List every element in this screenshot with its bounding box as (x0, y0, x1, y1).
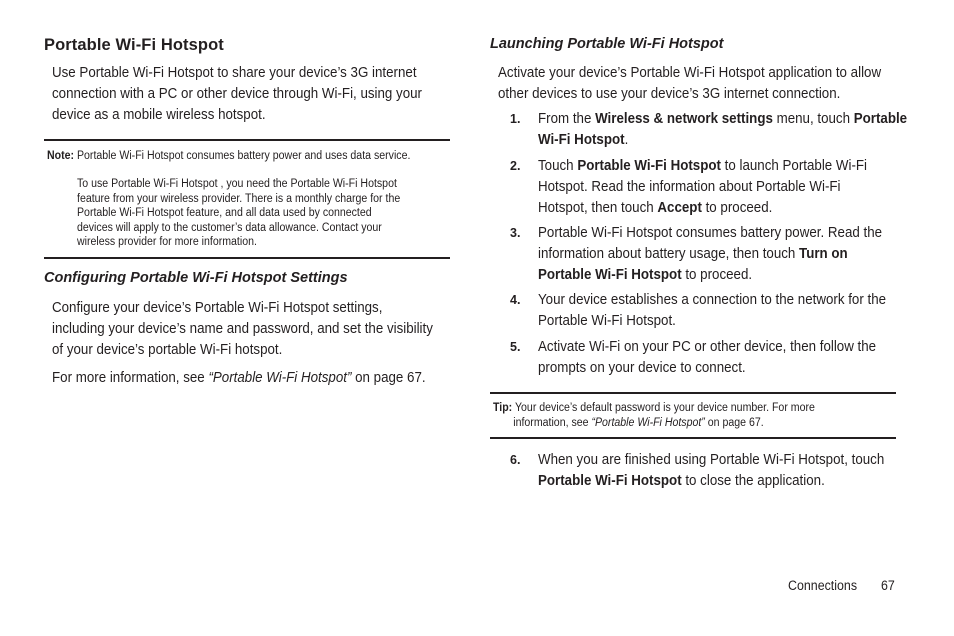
cross-reference-link[interactable]: “Portable Wi-Fi Hotspot” (591, 416, 705, 429)
divider (490, 437, 896, 439)
more-info: For more information, see “Portable Wi-Fi Hotspot” on page 67. (52, 370, 426, 386)
step-number: 3. (510, 226, 521, 240)
step-number: 4. (510, 293, 521, 307)
step-text: When you are finished using Portable Wi-Fi Hotspot, touch Portable Wi-Fi Hotspot to close the application. (538, 452, 885, 489)
step-text: Your device establishes a connection to the network for the Portable Wi-Fi Hotspot. (538, 292, 887, 329)
divider (44, 257, 450, 259)
note-label: Note: (47, 150, 75, 162)
step-number: 2. (510, 159, 521, 173)
step-text: Touch Portable Wi-Fi Hotspot to launch Portable Wi-Fi Hotspot. Read the information about Portable Wi-Fi Hotspot, then touch Accept to proceed. (538, 158, 868, 216)
intro-paragraph: Use Portable Wi-Fi Hotspot to share your device’s 3G internet connection with a PC or other device through Wi-Fi, using your device as a mobile wireless hotspot. (52, 65, 422, 123)
step-text: Portable Wi-Fi Hotspot consumes battery power. Read the information about battery usage, then touch Turn on Portable Wi-Fi Hotspot to proceed. (538, 225, 883, 283)
step-number: 1. (510, 112, 521, 126)
step-text: From the Wireless & network settings menu, touch Portable Wi-Fi Hotspot. (538, 111, 908, 148)
divider (44, 139, 450, 141)
divider (490, 392, 896, 394)
config-paragraph: Configure your device’s Portable Wi-Fi Hotspot settings, including your device’s name and password, and set the visibility of your device’s portable Wi-Fi hotspot. (52, 300, 433, 358)
section-heading: Launching Portable Wi-Fi Hotspot (490, 36, 724, 52)
tip-label: Tip: (493, 402, 513, 414)
step-number: 6. (510, 453, 521, 467)
page-title: Portable Wi-Fi Hotspot (44, 36, 224, 54)
tip: Tip: Your device’s default password is your device number. For more information, see “Portable Wi-Fi Hotspot” on page 67. (493, 402, 815, 429)
note: Note: Portable Wi-Fi Hotspot consumes battery power and uses data service. (47, 150, 411, 162)
note-detail: To use Portable Wi-Fi Hotspot , you need the Portable Wi-Fi Hotspot feature from your wireless provider. There is a monthly charge for the Portable Wi-Fi Hotspot feature, and all data used by connected devices will apply to the customer’s data allowance. Contact your wireless provider for more information. (77, 178, 401, 248)
step-text: Activate Wi-Fi on your PC or other device, then follow the prompts on your device to connect. (538, 339, 877, 376)
page-number: 67 (881, 578, 895, 593)
footer-section: Connections (788, 578, 858, 593)
launch-intro: Activate your device’s Portable Wi-Fi Hotspot application to allow other devices to use your device’s 3G internet connection. (498, 65, 882, 102)
step-number: 5. (510, 340, 521, 354)
section-heading: Configuring Portable Wi-Fi Hotspot Settings (44, 270, 348, 286)
cross-reference-link[interactable]: “Portable Wi-Fi Hotspot” (208, 370, 352, 386)
